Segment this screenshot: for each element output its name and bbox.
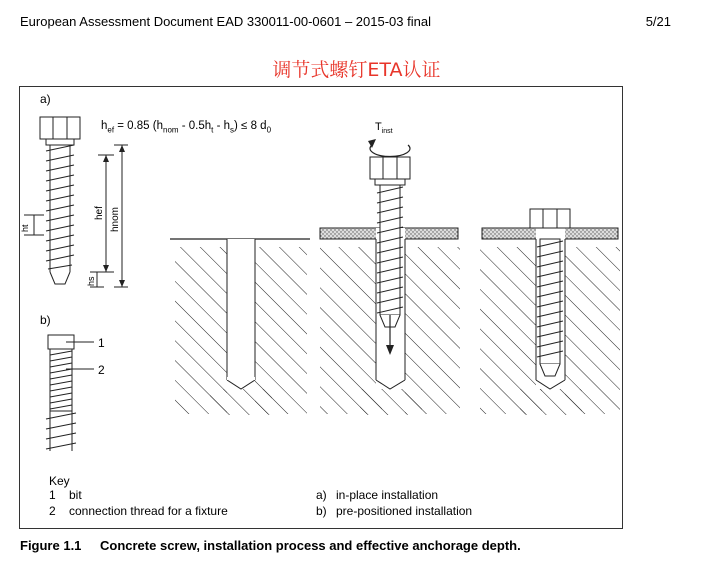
figure-caption (20, 538, 521, 553)
chinese-title: 调节式螺钉ETA认证 (272, 59, 441, 81)
dim-hs: hs (86, 276, 96, 286)
anchorage-depth-formula: $h_{ef} = 0.85$ $(h_{nom} - 0.5h_t - h_s) \le 8$ $d_0$ (101, 120, 272, 135)
torque-label: $T_{inst}$ (375, 121, 393, 136)
figure-label-b: b) (40, 313, 51, 327)
pre-positioned-installation-drawing (480, 209, 620, 415)
key-item-1-text: bit (69, 488, 82, 502)
dim-ht: ht (20, 224, 30, 232)
dim-hnom: hnom (110, 206, 121, 232)
screw-dimension-drawing (24, 117, 128, 287)
figure-drawing (20, 87, 620, 527)
part-label-2: 2 (98, 363, 105, 377)
drilled-hole-drawing (170, 239, 310, 415)
key-item-1-num: 1 (49, 488, 56, 502)
install-item-b-text: pre-positioned installation (336, 504, 473, 518)
key-item-2-num: 2 (49, 504, 56, 518)
key-title: Key (49, 474, 70, 488)
figure-label-a: a) (40, 92, 51, 106)
install-item-b-num: b) (316, 504, 327, 518)
install-item-a-num: a) (316, 488, 327, 502)
install-item-a-text: in-place installation (336, 488, 439, 502)
in-place-installation-drawing (320, 139, 460, 415)
key-item-2-text: connection thread for a fixture (69, 504, 228, 518)
page-number: 5/21 (645, 14, 671, 29)
document-title: European Assessment Document EAD 330011-00-0601 – 2015-03 final (20, 14, 431, 29)
figure-caption-text: Concrete screw, installation process and effective anchorage depth. (100, 538, 521, 553)
screw-connection-drawing (46, 335, 94, 451)
dim-hef: hef (94, 206, 105, 220)
part-label-1: 1 (98, 336, 105, 350)
figure-number: Figure 1.1 (20, 538, 82, 553)
